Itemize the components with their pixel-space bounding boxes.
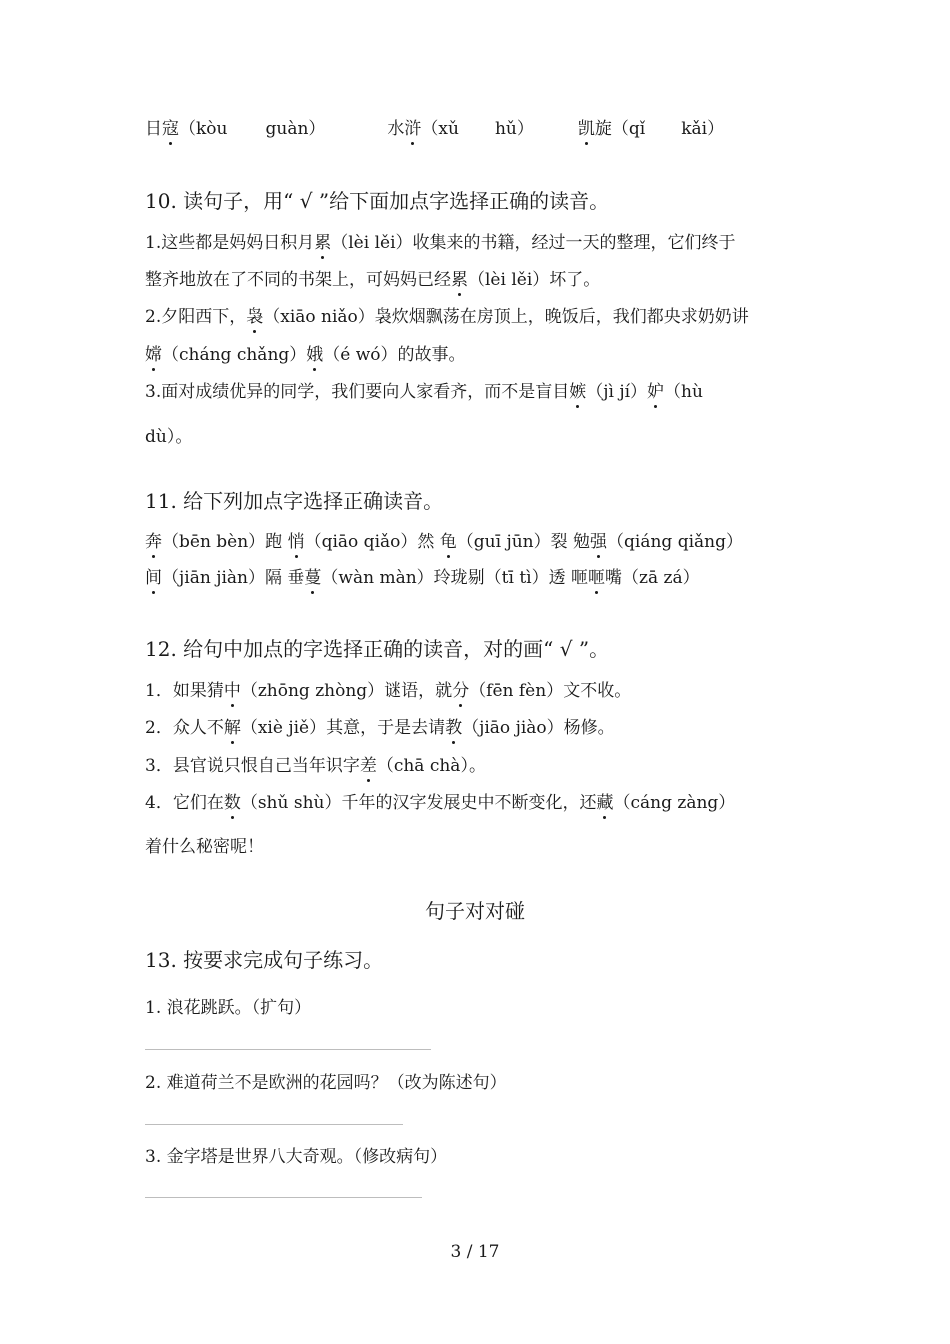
q10-line-5: 3.面对成绩优异的同学，我们要向人家看齐，而不是盲目嫉（jì jí）妒（hù: [145, 377, 703, 402]
q11-heading: 11. 给下列加点字选择正确读音。: [145, 489, 444, 513]
dotted-char: 差: [360, 751, 377, 776]
answer-line-2[interactable]: [145, 1124, 403, 1125]
q11-line-2: 间（jiān jiàn）隔 垂蔓（wàn màn）玲珑剔（tī tì）透 咂咂嘴（zā zá）: [145, 563, 700, 588]
answer-line-1[interactable]: [145, 1049, 431, 1050]
q10-line-6: dù）。: [145, 427, 193, 447]
dotted-char: 娥: [306, 340, 323, 365]
dotted-char: 蔓: [304, 563, 321, 588]
dotted-char: 寇: [162, 114, 179, 139]
dotted-char: 中: [224, 676, 241, 701]
q10-heading: 10. 读句子，用“ √ ”给下面加点字选择正确的读音。: [145, 189, 610, 213]
dotted-char: 咂: [588, 563, 605, 588]
q10-line-3: 2.夕阳西下，袅（xiāo niǎo）袅炊烟飘荡在房顶上，晚饭后，我们都央求奶奶讲: [145, 302, 749, 327]
dotted-char: 嫉: [569, 377, 586, 402]
q12-heading: 12. 给句中加点的字选择正确的读音，对的画“ √ ”。: [145, 637, 610, 661]
dotted-char: 强: [590, 527, 607, 552]
dotted-char: 教: [445, 713, 462, 738]
section-title: 句子对对碰: [425, 899, 525, 923]
q13-item-1: 1. 浪花跳跃。（扩句）: [145, 998, 312, 1018]
dotted-char: 间: [145, 563, 162, 588]
pinyin-row-top: 日寇（kòu guàn） 水浒（xǔ hǔ） 凯旋（qǐ kǎi）: [145, 114, 724, 139]
q12-line-3: 3．县官说只恨自己当年识字差（chā chà）。: [145, 751, 486, 776]
dotted-char: 累: [314, 228, 331, 253]
dotted-char: 藏: [596, 788, 613, 813]
dotted-char: 分: [452, 676, 469, 701]
q13-heading: 13. 按要求完成句子练习。: [145, 948, 384, 972]
q13-item-3: 3. 金字塔是世界八大奇观。（修改病句）: [145, 1147, 448, 1167]
dotted-char: 凯: [578, 114, 595, 139]
dotted-char: 龟: [440, 527, 457, 552]
dotted-char: 袅: [246, 302, 263, 327]
page-number: 3 / 17: [450, 1242, 500, 1262]
q10-line-4: 嫦（cháng chǎng）娥（é wó）的故事。: [145, 340, 466, 365]
q11-line-1: 奔（bēn bèn）跑 悄（qiāo qiǎo）然 龟（guī jūn）裂 勉强（qiáng qiǎng）: [145, 527, 743, 552]
dotted-char: 浒: [404, 114, 421, 139]
answer-line-3[interactable]: [145, 1197, 422, 1198]
dotted-char: 嫦: [145, 340, 162, 365]
q12-line-2: 2．众人不解（xiè jiě）其意，于是去请教（jiāo jiào）杨修。: [145, 713, 615, 738]
q12-line-4: 4．它们在数（shǔ shù）千年的汉字发展史中不断变化，还藏（cáng zàng）: [145, 788, 735, 813]
dotted-char: 数: [224, 788, 241, 813]
dotted-char: 奔: [145, 527, 162, 552]
q10-line-1: 1.这些都是妈妈日积月累（lèi lěi）收集来的书籍，经过一天的整理，它们终于: [145, 228, 736, 253]
dotted-char: 累: [451, 265, 468, 290]
q13-item-2: 2. 难道荷兰不是欧洲的花园吗？（改为陈述句）: [145, 1073, 507, 1093]
dotted-char: 解: [224, 713, 241, 738]
q12-line-1: 1．如果猜中（zhōng zhòng）谜语，就分（fēn fèn）文不收。: [145, 676, 631, 701]
dotted-char: 悄: [288, 527, 305, 552]
q10-line-2: 整齐地放在了不同的书架上，可妈妈已经累（lèi lěi）坏了。: [145, 265, 600, 290]
q12-line-5: 着什么秘密呢！: [145, 837, 264, 857]
dotted-char: 妒: [647, 377, 664, 402]
